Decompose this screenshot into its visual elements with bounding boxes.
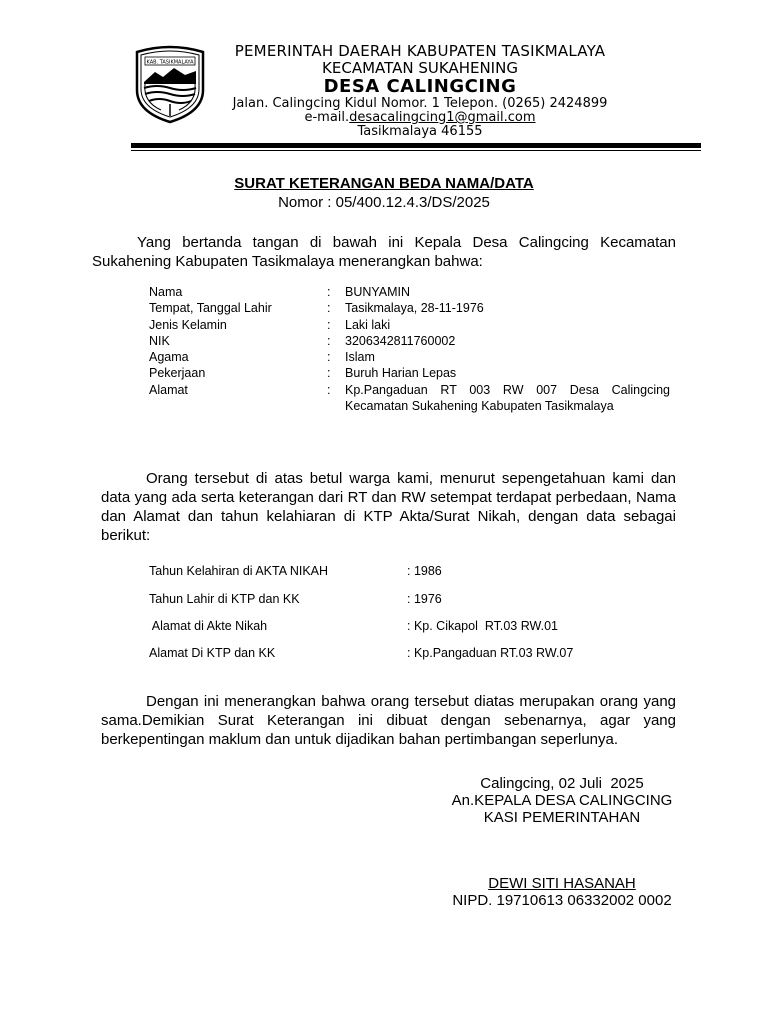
difference-value: : Kp.Pangaduan RT.03 RW.07: [407, 646, 574, 660]
closing-paragraph: [101, 692, 676, 749]
identity-label: NIK: [149, 333, 170, 348]
government-name: PEMERINTAH DAERAH KABUPATEN TASIKMALAYA: [234, 42, 606, 60]
difference-value: : 1976: [407, 592, 442, 606]
email-link[interactable]: desacalingcing1@gmail.com: [349, 110, 536, 125]
signatory-nipd: NIPD. 19710613 06332002 0002: [452, 892, 672, 909]
identity-value: Buruh Harian Lepas: [345, 366, 457, 381]
signatory-name: DEWI SITI HASANAH: [488, 875, 636, 892]
identity-separator: :: [327, 301, 331, 316]
identity-separator: :: [327, 317, 331, 332]
identity-value: Tasikmalaya, 28-11-1976: [345, 301, 484, 316]
difference-value: : 1986: [407, 564, 442, 578]
difference-label: Tahun Kelahiran di AKTA NIKAH: [149, 564, 329, 578]
letter-number: Nomor : 05/400.12.4.3/DS/2025: [278, 194, 490, 211]
email-prefix: e-mail.: [304, 110, 350, 125]
difference-label: Alamat di Akte Nikah: [149, 619, 268, 633]
identity-label: Agama: [149, 350, 189, 365]
identity-value: BUNYAMIN: [345, 285, 411, 299]
identity-value: Laki laki: [345, 317, 391, 332]
identity-label: Tempat, Tanggal Lahir: [149, 301, 272, 316]
statement-paragraph: [101, 469, 676, 545]
district-name: KECAMATAN SUKAHENING: [322, 59, 518, 77]
identity-label: Nama: [149, 285, 183, 299]
difference-value: : Kp. Cikapol RT.03 RW.01: [407, 619, 559, 633]
identity-value: Islam: [345, 350, 375, 365]
signature-position: KASI PEMERINTAHAN: [483, 809, 641, 826]
identity-value-address: Kp.Pangaduan RT 003 RW 007 Desa Calingcing Kecamatan Sukahening Kabupaten Tasikmalaya: [345, 382, 670, 414]
signature-place-date: Calingcing, 02 Juli 2025: [480, 775, 644, 792]
intro-paragraph: [92, 233, 676, 271]
identity-label: Jenis Kelamin: [149, 317, 227, 332]
village-name: DESA CALINGCING: [323, 76, 517, 97]
signature-name-wrap: [440, 875, 684, 892]
difference-label: Alamat Di KTP dan KK: [149, 646, 276, 660]
identity-separator: :: [327, 333, 331, 348]
closing-text: Dengan ini menerangkan bahwa orang tersebut diatas merupakan orang yang sama.Demikian Surat Keterangan ini dibuat dengan sebenarnya, agar yang berkepentingan maklum dan untuk dijadikan bahan pertimbangan seperlunya.: [101, 693, 676, 748]
identity-label: Alamat: [149, 382, 188, 397]
letterhead-divider-thin: [131, 150, 701, 151]
difference-label: Tahun Lahir di KTP dan KK: [149, 592, 300, 606]
letter-title: SURAT KETERANGAN BEDA NAMA/DATA: [234, 175, 534, 192]
postal-line: Tasikmalaya 46155: [357, 124, 483, 139]
logo-text: KAB. TASIKMALAYA: [146, 59, 194, 66]
address-line: Jalan. Calingcing Kidul Nomor. 1 Telepon. (0265) 2424899: [232, 96, 608, 111]
identity-value: 3206342811760002: [345, 333, 456, 348]
statement-text: Orang tersebut di atas betul warga kami, menurut sepengetahuan kami dan data yang ada serta keterangan dari RT dan RW setempat terdapat perbedaan, Nama dan Alamat dan tahun kelahiaran di KTP Akta/Surat Nikah, dengan data sebagai berikut:: [101, 470, 676, 544]
identity-label: Pekerjaan: [149, 366, 206, 381]
letterhead-divider-thick: [131, 143, 701, 148]
identity-separator: :: [327, 366, 331, 381]
identity-separator: :: [327, 350, 331, 365]
identity-separator: :: [327, 285, 331, 299]
identity-separator: :: [327, 382, 331, 397]
signature-on-behalf: An.KEPALA DESA CALINGCING: [451, 792, 673, 809]
email-line: [150, 110, 690, 125]
intro-text: Yang bertanda tangan di bawah ini Kepala Desa Calingcing Kecamatan Sukahening Kabupaten Tasikmalaya menerangkan bahwa:: [92, 234, 676, 270]
